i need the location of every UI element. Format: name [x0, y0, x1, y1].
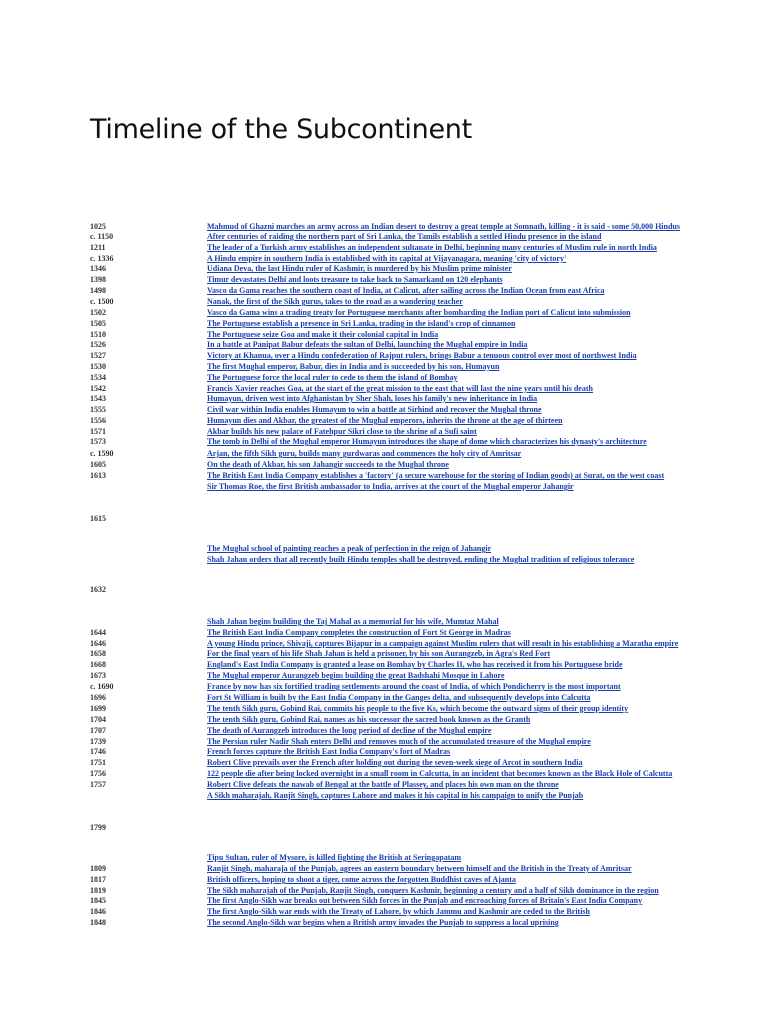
timeline-year: 1658 [90, 649, 106, 658]
timeline-event-link[interactable]: The tomb in Delhi of the Mughal emperor Humayun introduces the shape of dome which characterizes his dynasty's architecture [207, 437, 647, 446]
timeline-event-link[interactable]: The Mughal school of painting reaches a peak of perfection in the reign of Jahangir [207, 544, 492, 553]
timeline-year: 1556 [90, 416, 106, 425]
timeline-event-link[interactable]: The tenth Sikh guru, Gobind Rai, names as his successor the sacred book known as the Granth [207, 715, 531, 724]
timeline-year: 1526 [90, 340, 106, 349]
timeline-event-link[interactable]: The second Anglo-Sikh war begins when a British army invades the Punjab to suppress a local uprising [207, 918, 559, 927]
document-title: Timeline of the Subcontinent [90, 114, 472, 145]
timeline-year: 1502 [90, 308, 106, 317]
timeline-event-link[interactable]: Ranjit Singh, maharaja of the Punjab, agrees an eastern boundary between himself and the British in the Treaty of Amritsar [207, 864, 632, 873]
timeline-event-link[interactable]: The first Anglo-Sikh war breaks out between Sikh forces in the Punjab and encroaching forces of Britain's East India Company [207, 896, 643, 905]
timeline-year: 1498 [90, 286, 106, 295]
timeline-event-link[interactable]: Humayun, driven west into Afghanistan by Sher Shah, loses his family's new inheritance in India [207, 394, 538, 403]
timeline-event-link[interactable]: Sir Thomas Roe, the first British ambassador to India, arrives at the court of the Mughal emperor Jahangir [207, 482, 574, 491]
timeline-event-link[interactable]: Humayun dies and Akbar, the greatest of the Mughal emperors, inherits the throne at the age of thirteen [207, 416, 563, 425]
timeline-event-link[interactable]: Robert Clive prevails over the French after holding out during the seven-week siege of Arcot in southern India [207, 758, 583, 767]
timeline-year: 1211 [90, 243, 106, 252]
timeline-year: 1571 [90, 427, 106, 436]
timeline-year: 1699 [90, 704, 106, 713]
timeline-year: 1632 [90, 585, 106, 594]
timeline-year: 1756 [90, 769, 106, 778]
timeline-event-link[interactable]: The Portuguese establish a presence in Sri Lanka, trading in the island's crop of cinnamon [207, 319, 516, 328]
timeline-year: 1799 [90, 823, 106, 832]
timeline-event-link[interactable]: For the final years of his life Shah Jahan is held a prisoner, by his son Aurangzeb, in Agra's Red Fort [207, 649, 551, 658]
timeline-event-link[interactable]: Udiana Deva, the last Hindu ruler of Kashmir, is murdered by his Muslim prime minister [207, 264, 512, 273]
timeline-event-link[interactable]: Vasco da Gama wins a trading treaty for Portuguese merchants after bombarding the Indian port of Calicut into submission [207, 308, 631, 317]
timeline-year: 1346 [90, 264, 106, 273]
timeline-event-link[interactable]: Shah Jahan begins building the Taj Mahal as a memorial for his wife, Mumtaz Mahal [207, 617, 499, 626]
timeline-year: c. 1500 [90, 297, 114, 306]
timeline-event-link[interactable]: A Sikh maharajah, Ranjit Singh, captures Lahore and makes it his capital in his campaign to unify the Punjab [207, 791, 584, 800]
timeline-year: 1615 [90, 514, 106, 523]
timeline-year: 1527 [90, 351, 106, 360]
timeline-year: c. 1690 [90, 682, 114, 691]
timeline-year: 1751 [90, 758, 106, 767]
timeline-event-link[interactable]: Civil war within India enables Humayun to win a battle at Sirhind and recover the Mughal throne [207, 405, 542, 414]
timeline-year: c. 1590 [90, 449, 114, 458]
timeline-year: 1530 [90, 362, 106, 371]
timeline-year: 1707 [90, 726, 106, 735]
timeline-event-link[interactable]: 122 people die after being locked overnight in a small room in Calcutta, in an incident that becomes known as the Black Hole of Calcutta [207, 769, 673, 778]
timeline-year: 1846 [90, 907, 106, 916]
timeline-year: 1542 [90, 384, 106, 393]
timeline-event-link[interactable]: British officers, hoping to shoot a tiger, come across the forgotten Buddhist caves of Ajanta [207, 875, 516, 884]
timeline-year: 1757 [90, 780, 106, 789]
timeline-year: 1848 [90, 918, 106, 927]
timeline-year: c. 1150 [90, 232, 114, 241]
timeline-year: 1673 [90, 671, 106, 680]
timeline-event-link[interactable]: England's East India Company is granted a lease on Bombay by Charles II, who has received it from his Portuguese bride [207, 660, 623, 669]
timeline-year: 1605 [90, 460, 106, 469]
timeline-event-link[interactable]: The Persian ruler Nadir Shah enters Delhi and removes much of the accumulated treasure of the Mughal empire [207, 737, 591, 746]
timeline-event-link[interactable]: Tipu Sultan, ruler of Mysore, is killed fighting the British at Seringapatam [207, 853, 462, 862]
timeline-event-link[interactable]: Francis Xavier reaches Goa, at the start of the great mission to the east that will last the nine years until his death [207, 384, 593, 393]
timeline-event-link[interactable]: Shah Jahan orders that all recently built Hindu temples shall be destroyed, ending the Mughal tradition of religious tolerance [207, 555, 635, 564]
timeline-event-link[interactable]: Arjan, the fifth Sikh guru, builds many gurdwaras and commences the holy city of Amritsar [207, 449, 522, 458]
timeline-event-link[interactable]: After centuries of raiding the northern part of Sri Lanka, the Tamils establish a settled Hindu presence in the island [207, 232, 602, 241]
timeline-event-link[interactable]: The Portuguese seize Goa and make it their colonial capital in India [207, 330, 439, 339]
timeline-event-link[interactable]: The leader of a Turkish army establishes an independent sultanate in Delhi, beginning many centuries of Muslim rule in north India [207, 243, 657, 252]
timeline-event-link[interactable]: France by now has six fortified trading settlements around the coast of India, of which Pondicherry is the most important [207, 682, 621, 691]
timeline-event-link[interactable]: The Portuguese force the local ruler to cede to them the island of Bombay [207, 373, 458, 382]
timeline-year: 1646 [90, 639, 106, 648]
timeline-year: c. 1336 [90, 254, 114, 263]
timeline-event-link[interactable]: The death of Aurangzeb introduces the long period of decline of the Mughal empire [207, 726, 492, 735]
timeline-year: 1534 [90, 373, 106, 382]
timeline-event-link[interactable]: The tenth Sikh guru, Gobind Rai, commits his people to the five Ks, which become the outward signs of their group identity [207, 704, 629, 713]
timeline-year: 1746 [90, 747, 106, 756]
timeline-year: 1510 [90, 330, 106, 339]
timeline-event-link[interactable]: The Sikh maharajah of the Punjab, Ranjit Singh, conquers Kashmir, beginning a century and a half of Sikh dominance in the region [207, 886, 659, 895]
timeline-event-link[interactable]: Vasco da Gama reaches the southern coast of India, at Calicut, after sailing across the Indian Ocean from east Africa [207, 286, 605, 295]
timeline-year: 1696 [90, 693, 106, 702]
timeline-event-link[interactable]: The first Mughal emperor, Babur, dies in India and is succeeded by his son, Humayun [207, 362, 500, 371]
timeline-event-link[interactable]: The British East India Company completes the construction of Fort St George in Madras [207, 628, 511, 637]
timeline-year: 1668 [90, 660, 106, 669]
timeline-event-link[interactable]: Timur devastates Delhi and loots treasure to take back to Samarkand on 120 elephants [207, 275, 503, 284]
timeline-year: 1543 [90, 394, 106, 403]
timeline-year: 1819 [90, 886, 106, 895]
timeline-year: 1817 [90, 875, 106, 884]
timeline-event-link[interactable]: Fort St William is built by the East India Company in the Ganges delta, and subsequently develops into Calcutta [207, 693, 591, 702]
timeline-event-link[interactable]: The first Anglo-Sikh war ends with the Treaty of Lahore, by which Jammu and Kashmir are ceded to the British [207, 907, 590, 916]
timeline-event-link[interactable]: In a battle at Panipat Babur defeats the sultan of Delhi, launching the Mughal empire in India [207, 340, 528, 349]
timeline-year: 1845 [90, 896, 106, 905]
timeline-year: 1704 [90, 715, 106, 724]
timeline-year: 1739 [90, 737, 106, 746]
timeline-year: 1555 [90, 405, 106, 414]
timeline-year: 1573 [90, 437, 106, 446]
timeline-year: 1398 [90, 275, 106, 284]
timeline-event-link[interactable]: The Mughal emperor Aurangzeb begins building the great Badshahi Mosque in Lahore [207, 671, 505, 680]
timeline-event-link[interactable]: Robert Clive defeats the nawab of Bengal at the battle of Plassey, and places his own man on the throne [207, 780, 559, 789]
timeline-event-link[interactable]: Mahmud of Ghazni marches an army across an Indian desert to destroy a great temple at Somnath, killing - it is said - some 50,000 Hindus [207, 222, 680, 231]
timeline-event-link[interactable]: A Hindu empire in southern India is established with its capital at Vijayanagara, meaning 'city of victory' [207, 254, 567, 263]
timeline-event-link[interactable]: French forces capture the British East India Company's fort of Madras [207, 747, 451, 756]
timeline-year: 1809 [90, 864, 106, 873]
timeline-event-link[interactable]: The British East India Company establishes a 'factory' (a secure warehouse for the storing of Indian goods) at Surat, on the west coast [207, 471, 665, 480]
timeline-event-link[interactable]: A young Hindu prince, Shivaji, captures Bijapur in a campaign against Muslim rulers that will result in his establishing a Maratha empire [207, 639, 679, 648]
timeline-event-link[interactable]: Victory at Khanua, over a Hindu confederation of Rajput rulers, brings Babur a tenuous control over most of northwest India [207, 351, 637, 360]
timeline-event-link[interactable]: Akbar builds his new palace of Fatehpur Sikri close to the shrine of a Sufi saint [207, 427, 477, 436]
timeline-year: 1613 [90, 471, 106, 480]
timeline-year: 1644 [90, 628, 106, 637]
timeline-event-link[interactable]: On the death of Akbar, his son Jahangir succeeds to the Mughal throne [207, 460, 449, 469]
timeline-event-link[interactable]: Nanak, the first of the Sikh gurus, takes to the road as a wandering teacher [207, 297, 463, 306]
timeline-year: 1025 [90, 222, 106, 231]
timeline-year: 1505 [90, 319, 106, 328]
